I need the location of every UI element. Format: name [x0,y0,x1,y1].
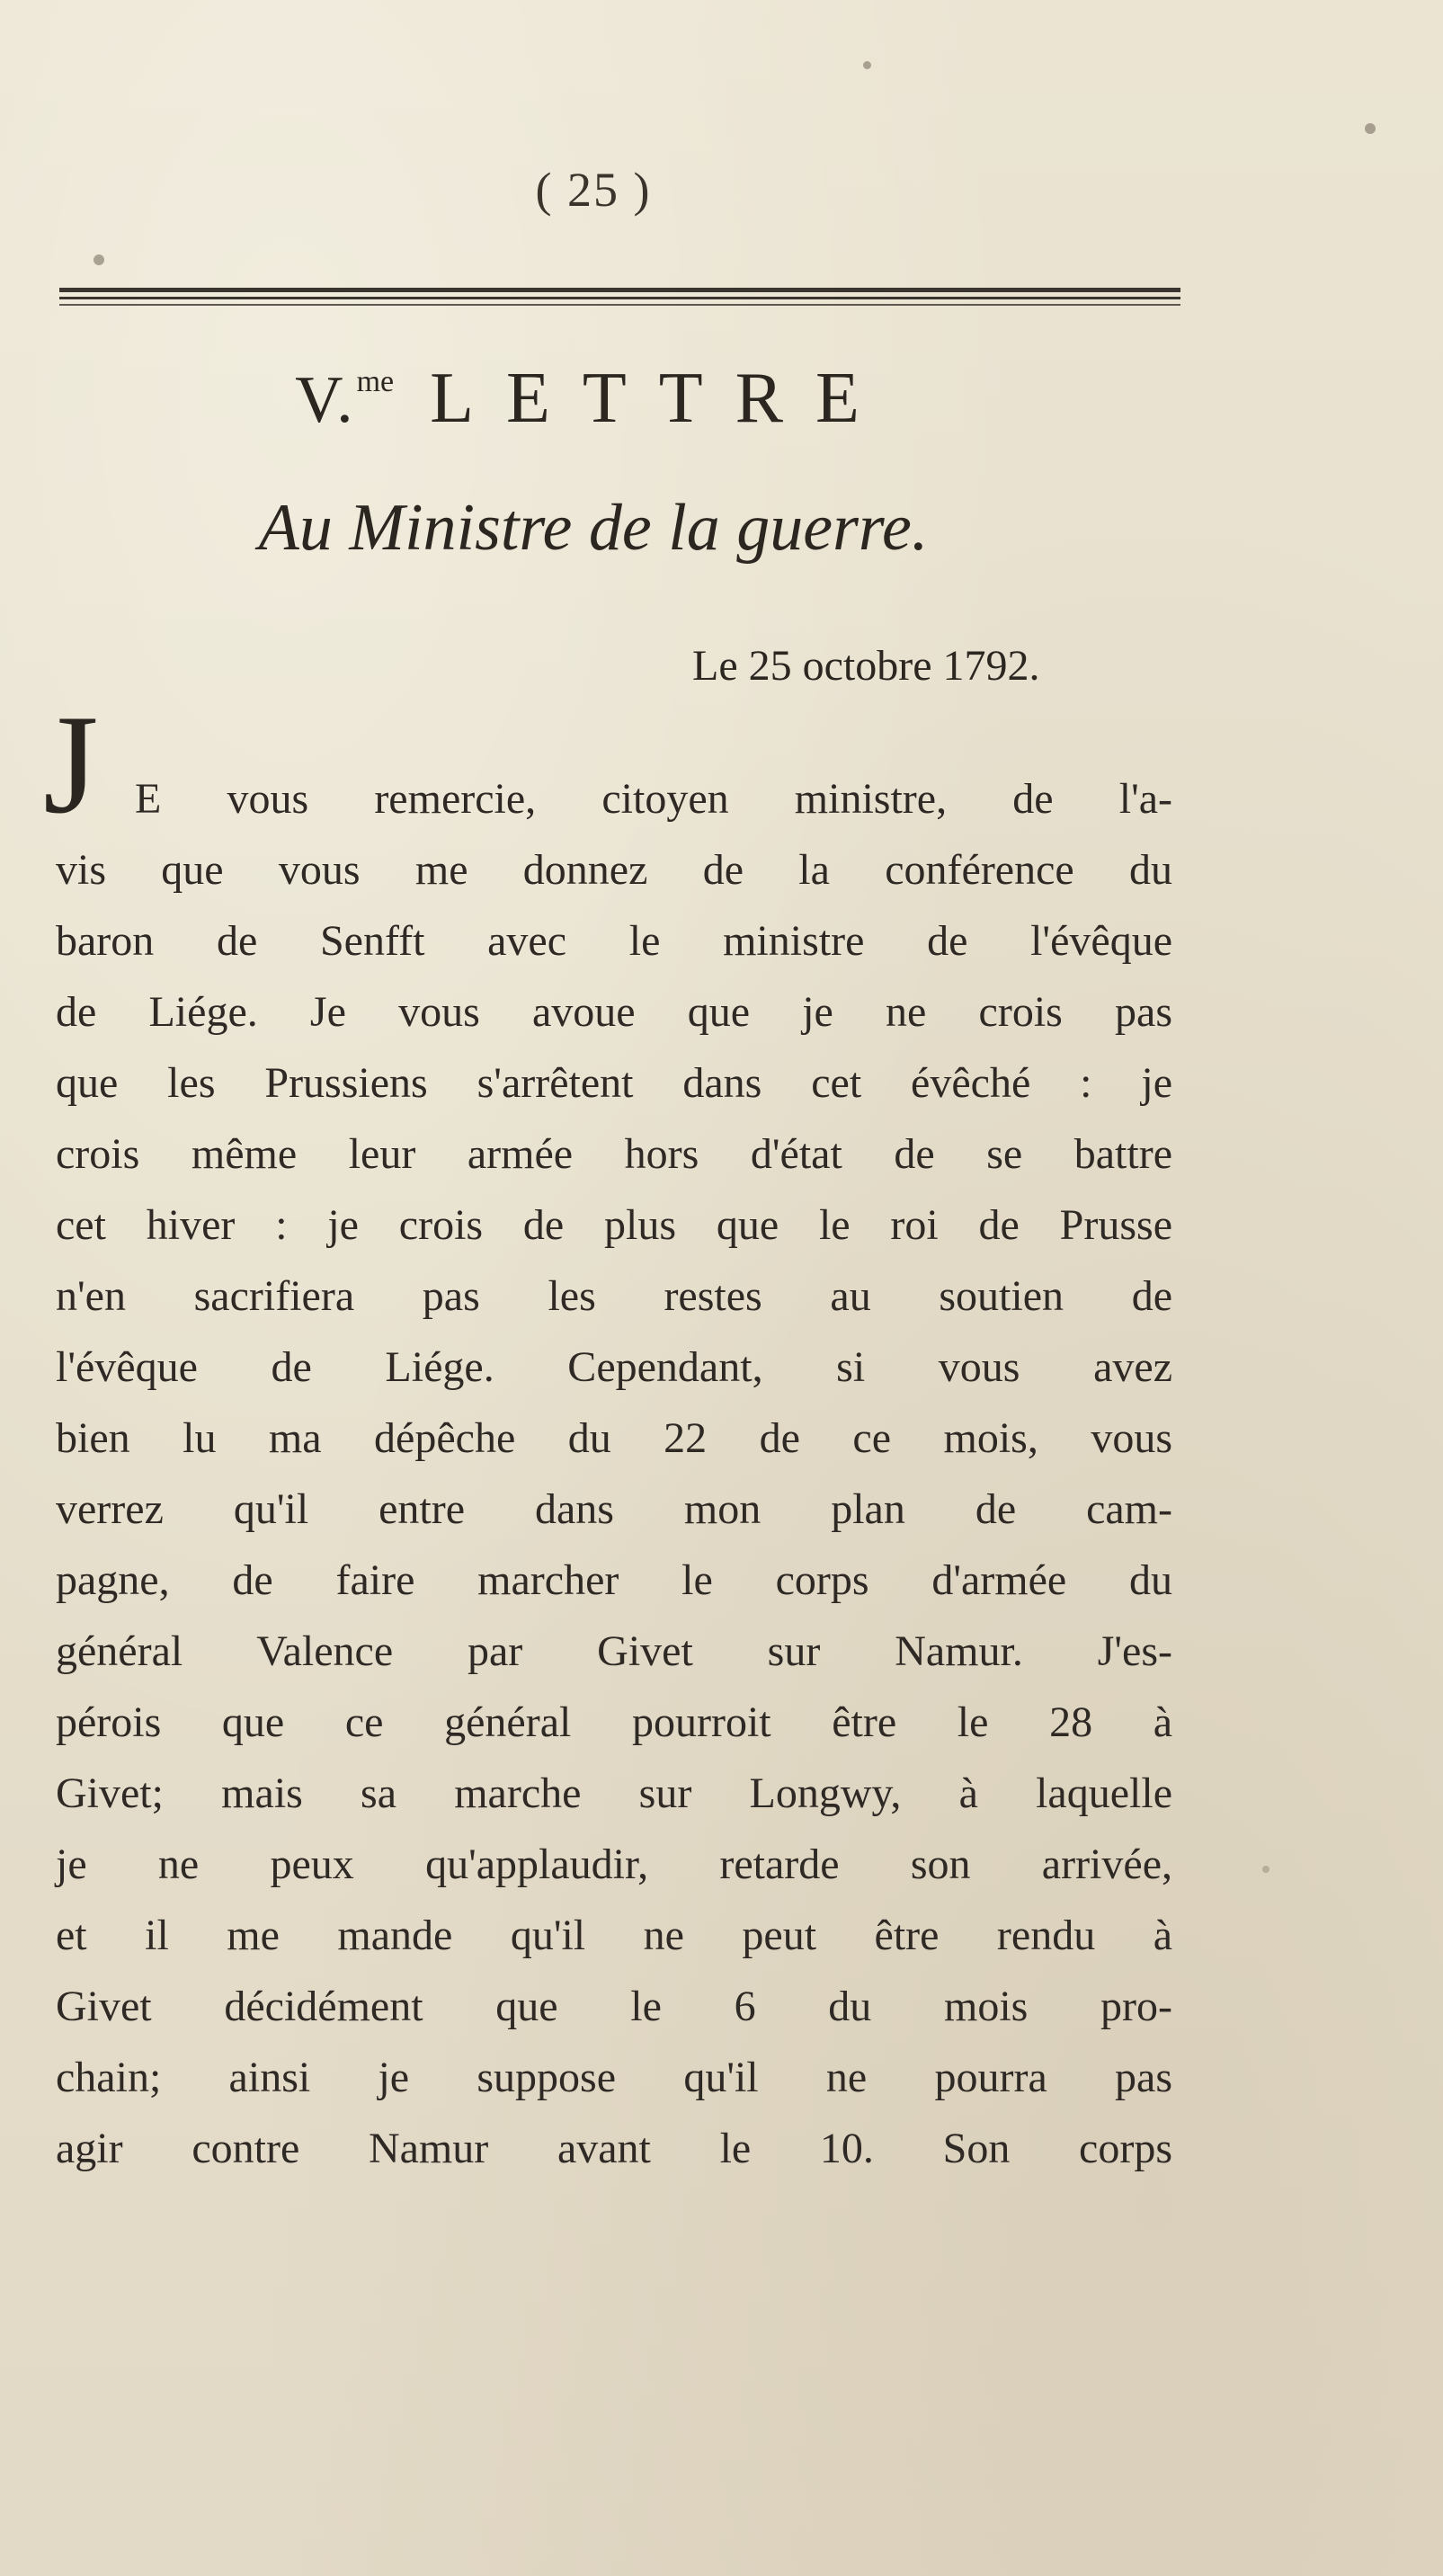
body-line: Givet; mais sa marche sur Longwy, à laquelle [56,1769,1172,1817]
body-line: général Valence par Givet sur Namur. J'es- [56,1627,1172,1675]
body-line: baron de Senfft avec le ministre de l'évêque [56,917,1172,965]
body-line: bien lu ma dépêche du 22 de ce mois, vous [56,1414,1172,1462]
drop-cap: J [43,686,99,843]
letter-title: LETTRE [430,359,892,438]
body-line: pagne, de faire marcher le corps d'armée du [56,1556,1172,1604]
paper-speck [94,254,104,265]
body-line: crois même leur armée hors d'état de se battre [56,1130,1172,1178]
paper-speck [1262,1866,1269,1873]
body-line: l'évêque de Liége. Cependant, si vous avez [56,1343,1172,1391]
page-number: ( 25 ) [535,163,652,217]
paper-speck [1365,123,1376,134]
body-line: cet hiver : je crois de plus que le roi de Prusse [56,1201,1172,1249]
body-line: pérois que ce général pourroit être le 28 à [56,1698,1172,1746]
body-line: et il me mande qu'il ne peut être rendu à [56,1912,1172,1959]
body-line: n'en sacrifiera pas les restes au soutien de [56,1272,1172,1320]
letter-heading [0,359,1187,438]
letter-number: V. [295,363,355,437]
header-rule [59,297,1180,299]
body-line: vis que vous me donnez de la conférence du [56,846,1172,894]
letter-date: Le 25 octobre 1792. [692,642,1040,690]
body-line: verrez qu'il entre dans mon plan de cam- [56,1485,1172,1533]
header-rule [59,304,1180,306]
body-line: chain; ainsi je suppose qu'il ne pourra pas [56,2054,1172,2101]
body-line: de Liége. Je vous avoue que je ne crois pas [56,988,1172,1036]
body-line: E vous remercie, citoyen ministre, de l'a- [135,775,1172,823]
letter-addressee: Au Ministre de la guerre. [258,491,929,565]
body-line: je ne peux qu'applaudir, retarde son arrivée, [56,1841,1172,1888]
body-line: Givet décidément que le 6 du mois pro- [56,1983,1172,2030]
header-rule [59,288,1180,292]
body-line: agir contre Namur avant le 10. Son corps [56,2125,1172,2172]
body-line: que les Prussiens s'arrêtent dans cet évêché : je [56,1059,1172,1107]
paper-speck [863,61,871,69]
letter-number-superscript: me [356,365,395,398]
